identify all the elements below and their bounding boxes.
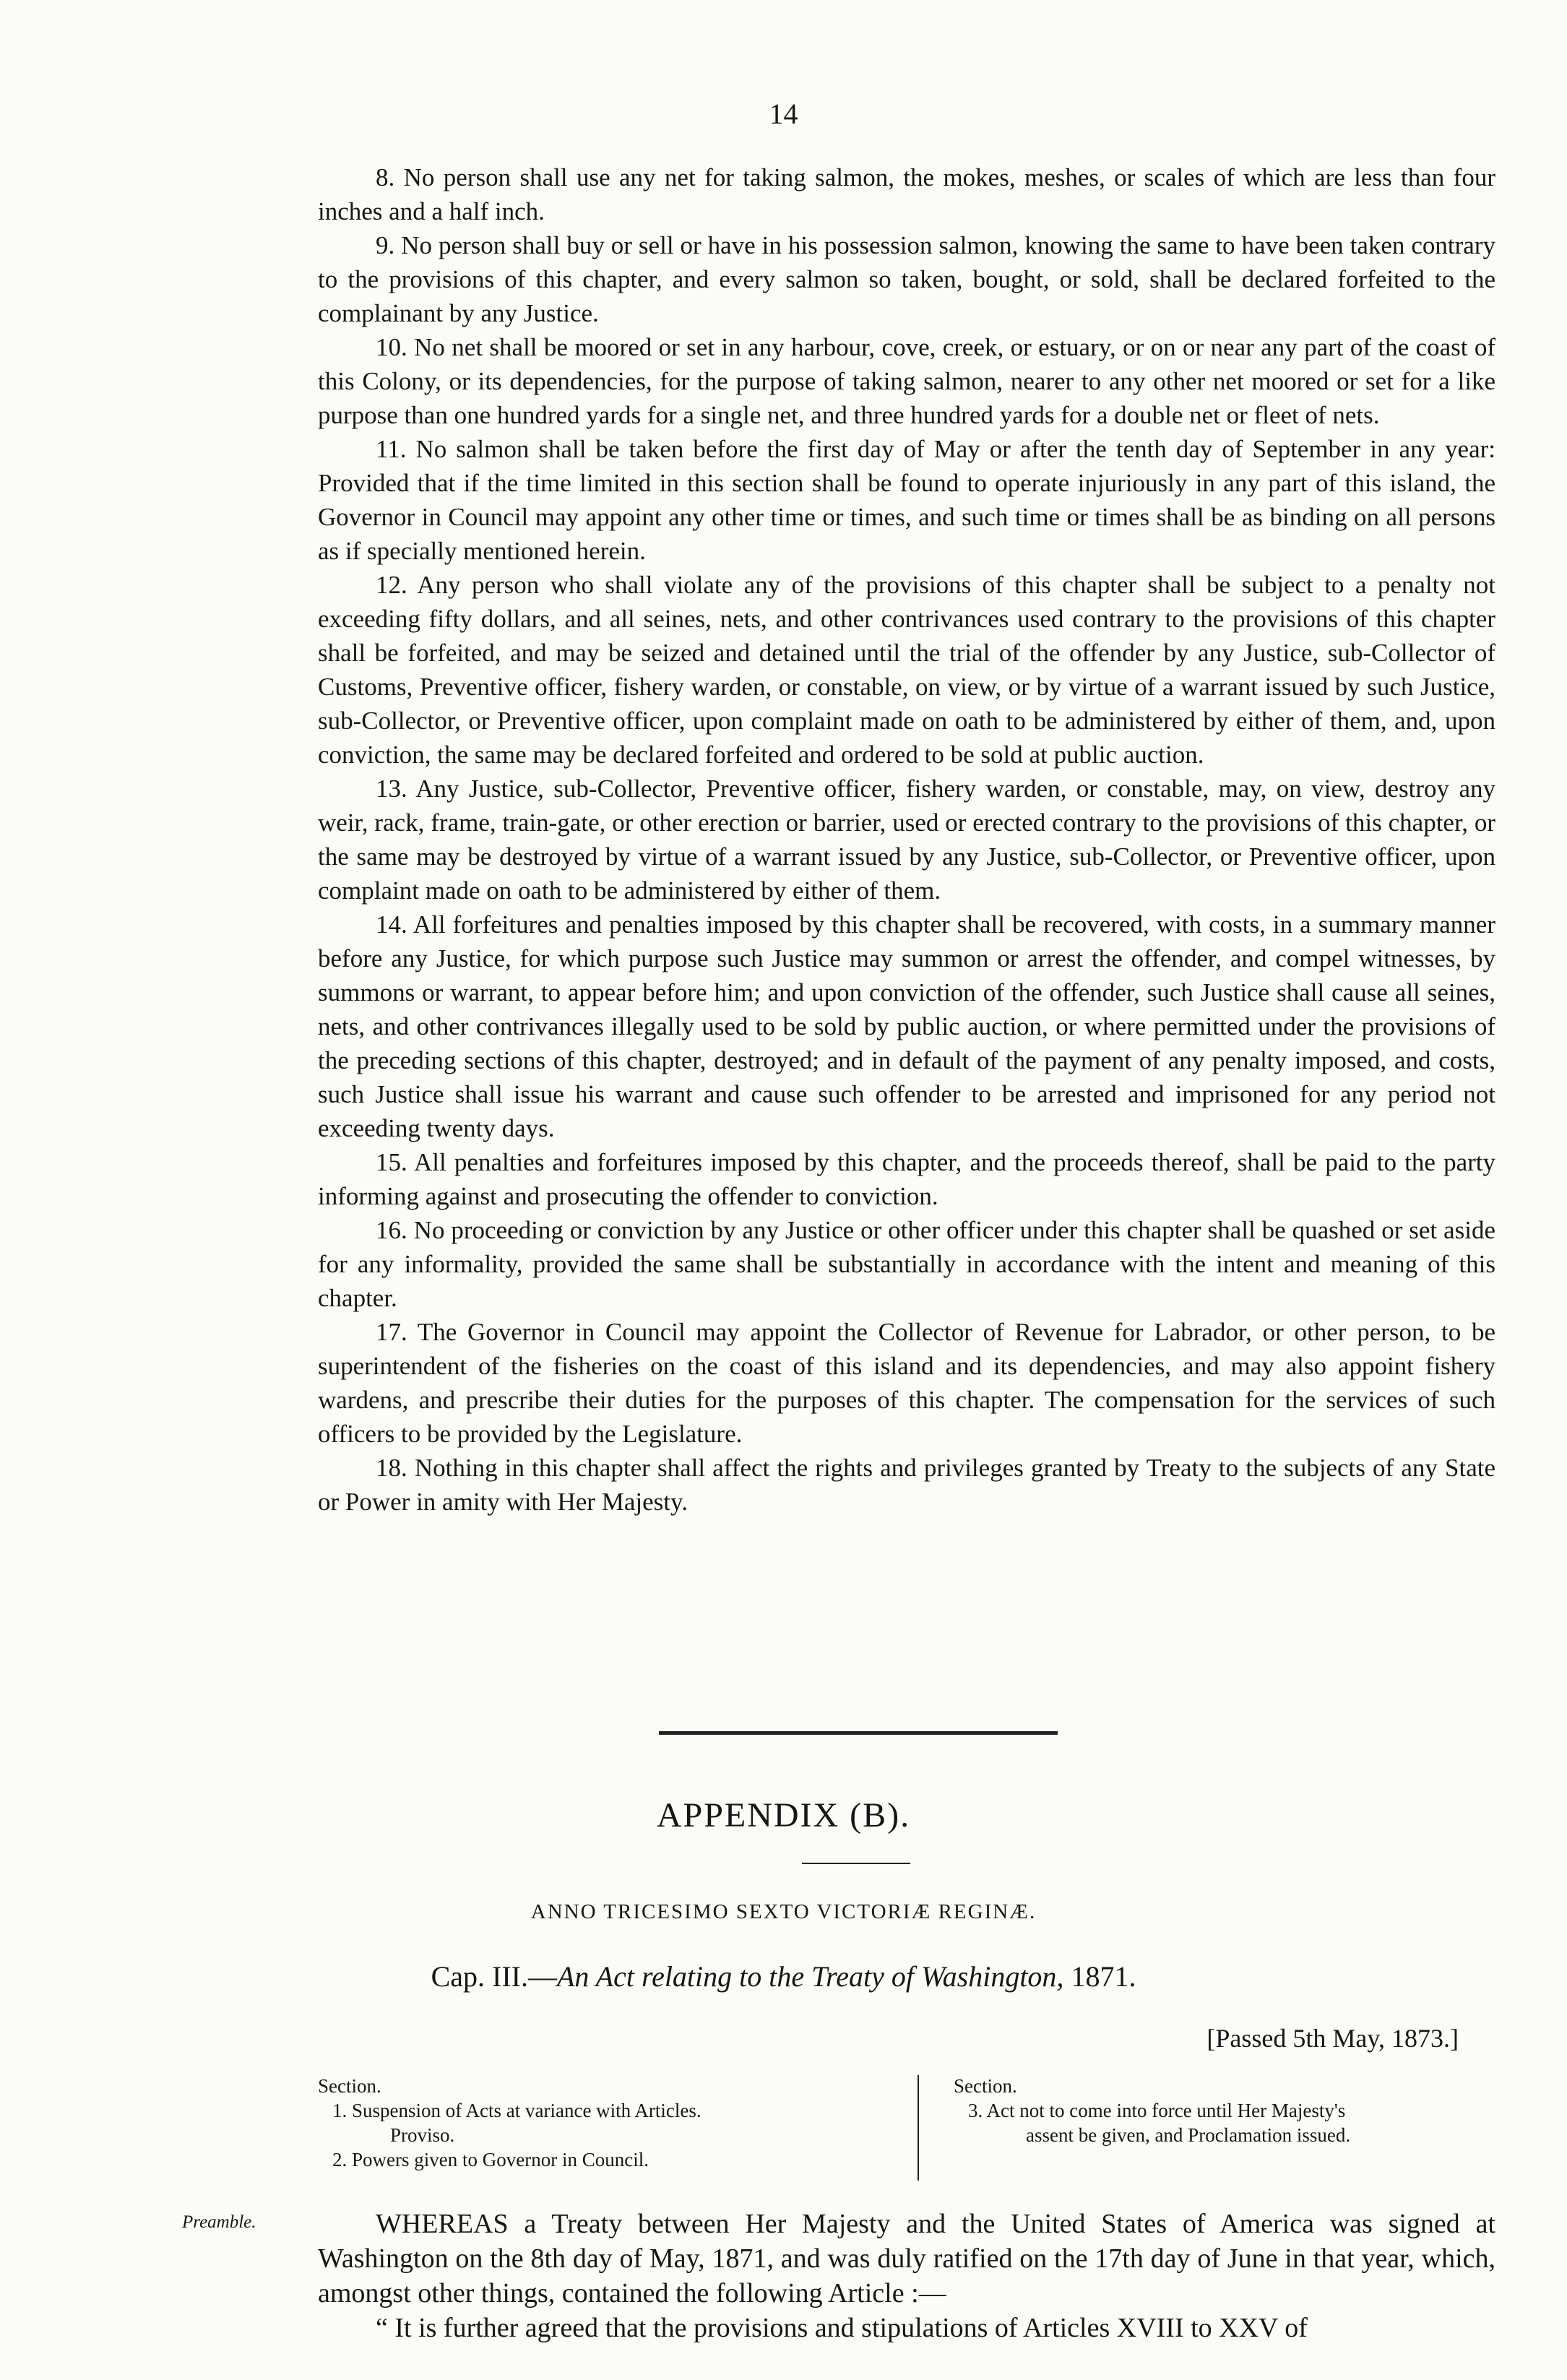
heading-rule <box>802 1863 910 1864</box>
section-15: 15. All penalties and forfeitures imposed by this chapter, and the proceeds thereof, shall be paid to the party informing against and prosecuting the offender to conviction. <box>318 1148 1495 1210</box>
summary-item: 3. Act not to come into force until Her Majesty's <box>968 2100 1346 2121</box>
summary-item: 1. Suspension of Acts at variance with Articles. <box>332 2100 702 2121</box>
section-13: 13. Any Justice, sub-Collector, Preventive officer, fishery warden, or constable, may, on view, destroy any weir, rack, frame, train-gate, or other erection or barrier, used or erected contrary to the provisions of this chapter, or the same may be destroyed by virtue of a warrant issued by any Justice, sub-Collector, or Preventive officer, upon complaint made on oath to be administered by either of them. <box>318 775 1495 905</box>
section-18: 18. Nothing in this chapter shall affect the rights and privileges granted by Treaty to the subjects of any State or Power in amity with Her Majesty. <box>318 1454 1495 1516</box>
margin-note: Preamble. <box>182 2212 256 2232</box>
preamble <box>318 2207 1495 2345</box>
section-17: 17. The Governor in Council may appoint the Collector of Revenue for Labrador, or other person, to be superintendent of the fisheries on the coast of this island and its dependencies, and may also appoint fishery wardens, and prescribe their duties for the purposes of this chapter. The compensation for the services of such officers to be provided by the Legislature. <box>318 1318 1495 1448</box>
section-11: 11. No salmon shall be taken before the first day of May or after the tenth day of September in any year: Provided that if the time limited in this section shall be found to operate injuriously in any part of this island, the Governor in Council may appoint any other time or times, and such time or times shall be as binding on all persons as if specially mentioned herein. <box>318 435 1495 565</box>
section-16: 16. No proceeding or conviction by any Justice or other officer under this chapter shall be quashed or set aside for any informality, provided the same shall be substantially in accordance with the intent and meaning of this chapter. <box>318 1216 1495 1312</box>
section-10: 10. No net shall be moored or set in any harbour, cove, creek, or estuary, or on or near any part of the coast of this Colony, or its dependencies, for the purpose of taking salmon, nearer to any other net moored or set for a like purpose than one hundred yards for a single net, and three hundred yards for a double net or fleet of nets. <box>318 333 1495 429</box>
quoted-article: “ It is further agreed that the provisions and stipulations of Articles XVIII to XXV of <box>376 2313 1308 2343</box>
act-year: 1871. <box>1063 1960 1136 1993</box>
act-title: An Act relating to the Treaty of Washington, <box>556 1960 1064 1993</box>
summary-left-column <box>318 2074 889 2172</box>
section-divider <box>659 1731 1058 1735</box>
statute-sections <box>318 160 1495 1519</box>
summary-item: Proviso. <box>390 2124 455 2146</box>
appendix-heading: APPENDIX (B). <box>656 1796 911 1834</box>
section-14: 14. All forfeitures and penalties imposed by this chapter shall be recovered, with costs, in a summary manner before any Justice, for which purpose such Justice may summon or arrest the offender, and compel witnesses, by summons or warrant, to appear before him; and upon conviction of the offender, such Justice shall cause all seines, nets, and other contrivances illegally used to be sold by public auction, or where permitted under the provisions of the preceding sections of this chapter, destroyed; and in default of the payment of any penalty imposed, and costs, such Justice shall issue his warrant and cause such offender to be arrested and imprisoned for any period not exceeding twenty days. <box>318 910 1495 1142</box>
regnal-year: ANNO TRICESIMO SEXTO VICTORIÆ REGINÆ. <box>530 1900 1037 1923</box>
section-9: 9. No person shall buy or sell or have in his possession salmon, knowing the same to have been taken contrary to the provisions of this chapter, and every salmon so taken, bought, or sold, shall be declared forfeited to the complainant by any Justice. <box>318 231 1495 327</box>
section-summary <box>318 2074 1495 2182</box>
passed-date: [Passed 5th May, 1873.] <box>1206 2024 1459 2053</box>
summary-heading: Section. <box>954 2075 1017 2097</box>
summary-item: 2. Powers given to Governor in Council. <box>332 2149 649 2170</box>
section-12: 12. Any person who shall violate any of the provisions of this chapter shall be subject to a penalty not exceeding fifty dollars, and all seines, nets, and other contrivances used contrary to the provisions of this chapter shall be forfeited, and may be seized and detained until the trial of the offender by any Justice, sub-Collector of Customs, Preventive officer, fishery warden, or constable, on view, or by virtue of a warrant issued by such Justice, sub-Collector, or Preventive officer, upon complaint made on oath to be administered by either of them, and, upon conviction, the same may be declared forfeited and ordered to be sold at public auction. <box>318 571 1495 769</box>
act-caption <box>0 1959 1567 1993</box>
section-8: 8. No person shall use any net for taking salmon, the mokes, meshes, or scales of which are less than four inches and a half inch. <box>318 163 1495 225</box>
summary-item: assent be given, and Proclamation issued. <box>1026 2124 1351 2146</box>
page-number: 14 <box>769 98 798 130</box>
summary-heading: Section. <box>318 2075 381 2097</box>
summary-divider <box>918 2075 919 2181</box>
summary-right-column <box>954 2074 1459 2147</box>
preamble-text: WHEREAS a Treaty between Her Majesty and the United States of America was signed at Washington on the 8th day of May, 1871, and was duly ratified on the 17th day of June in that year, which, amongst other things, contained the following Article :— <box>318 2209 1495 2308</box>
chapter-number: Cap. III.— <box>431 1960 557 1993</box>
